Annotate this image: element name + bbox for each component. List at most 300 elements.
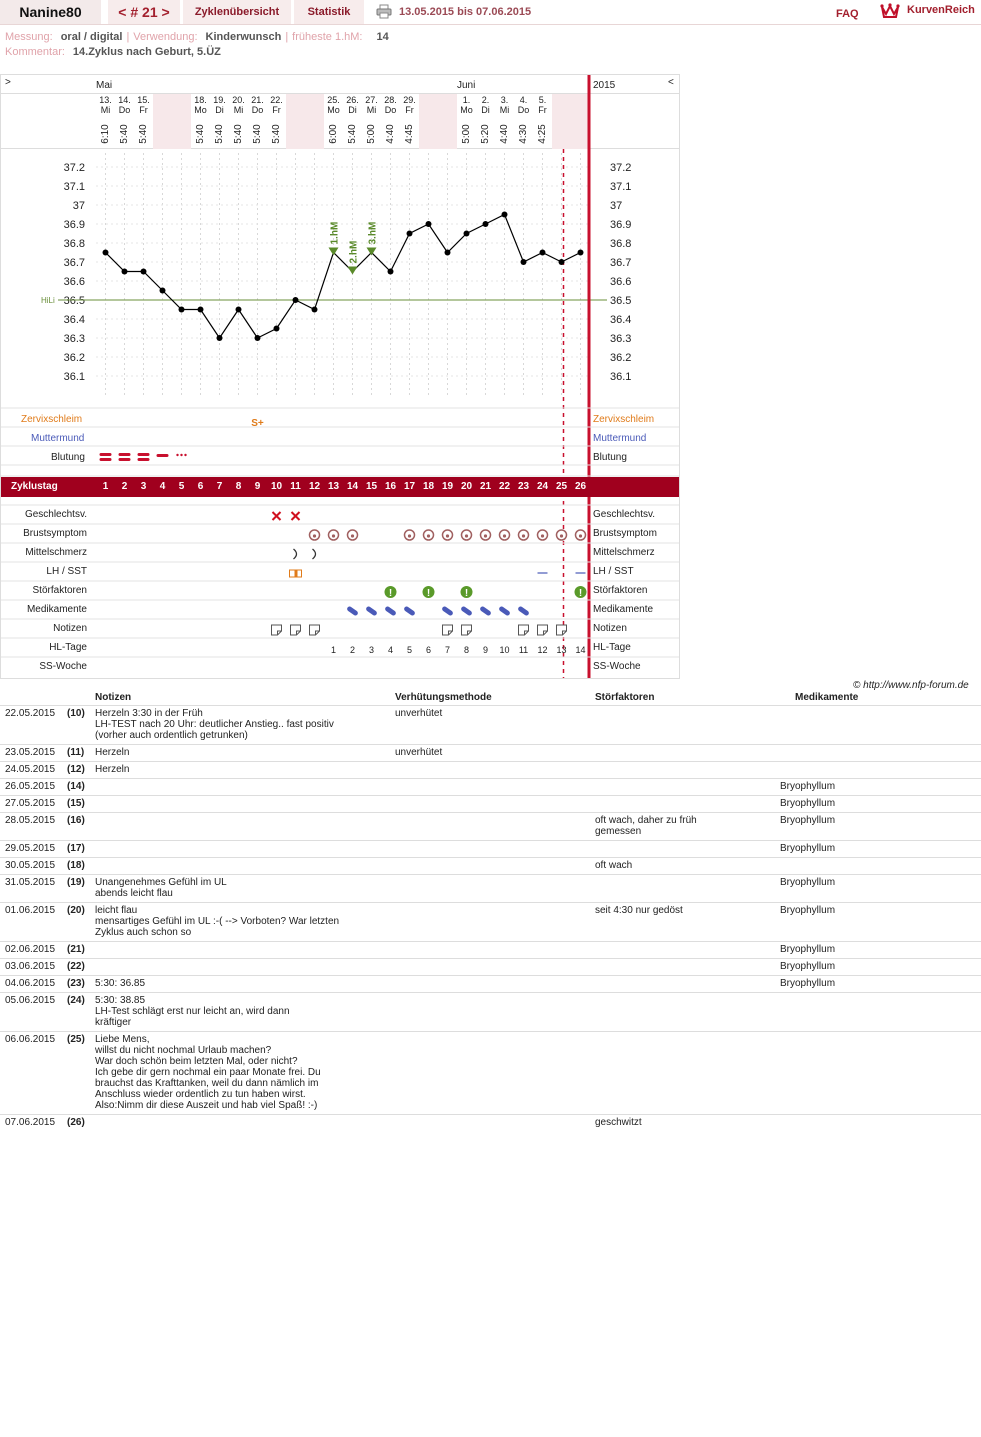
measure-time: 5:40 (137, 124, 149, 144)
cycle-day-label: Zyklustag (11, 481, 58, 492)
notes-cell-meds: Bryophyllum (780, 944, 836, 955)
row-label-lh: LH / SST (46, 566, 87, 577)
notes-cell-meds: Bryophyllum (780, 978, 836, 989)
notes-cell-note: Unangenehmes Gefühl im UL abends leicht flau (95, 877, 227, 899)
temperature-point (426, 221, 432, 227)
measure-time: 5:00 (460, 124, 472, 144)
y-tick-label-right: 36.2 (610, 352, 632, 364)
cycle-day-number[interactable]: 20 (460, 481, 473, 492)
cycle-chart (0, 74, 680, 679)
notes-row (0, 1114, 981, 1132)
notes-header-method: Verhütungsmethode (395, 692, 492, 703)
usage-value: Kinderwunsch (205, 31, 282, 43)
weekend-band (438, 94, 457, 149)
day-date: 1. (462, 95, 471, 105)
cycle-number[interactable]: < # 21 > (118, 4, 170, 20)
notes-cell-note: Herzeln (95, 764, 130, 775)
user-name: Nanine80 (19, 4, 82, 20)
measure-time: 5:40 (118, 124, 130, 144)
row-label-sex-right: Geschlechtsv. (593, 509, 656, 520)
year-label: 2015 (593, 80, 616, 91)
disturbance-icon-mark: ! (388, 588, 393, 599)
note-icon (443, 625, 453, 635)
medication-icon (403, 606, 416, 617)
notes-cell-day: (18) (67, 860, 85, 871)
temperature-point (578, 250, 584, 256)
notes-cell-disturb: oft wach, daher zu früh gemessen (595, 815, 697, 837)
notes-cell-method: unverhütet (395, 708, 443, 719)
meta-separator: | (126, 31, 130, 43)
y-tick-label: 36.1 (63, 371, 85, 383)
breast-symptom-icon (351, 534, 354, 537)
measure-time: 6:00 (327, 124, 339, 144)
cycle-day-number[interactable]: 7 (216, 481, 223, 492)
temperature-point (312, 307, 318, 313)
y-tick-label: 37.2 (63, 162, 85, 174)
day-weekday: Mi (366, 105, 377, 115)
notes-cell-day: (10) (67, 708, 85, 719)
y-tick-label: 36.6 (63, 276, 85, 288)
temperature-point (122, 269, 128, 275)
tab-cycle-overview[interactable] (183, 0, 291, 24)
cycle-nav[interactable] (108, 0, 180, 24)
y-tick-label: 36.5 (63, 295, 85, 307)
cycle-day-number[interactable]: 14 (346, 481, 359, 492)
row-label-sex: Geschlechtsv. (24, 509, 87, 520)
day-date: 21. (251, 95, 264, 105)
notes-row (0, 840, 981, 858)
day-date: 28. (384, 95, 397, 105)
row-label-cervix: Zervixschleim (21, 414, 83, 425)
notes-header-notes: Notizen (95, 692, 132, 703)
notes-cell-date: 03.06.2015 (5, 961, 56, 972)
notes-cell-date: 07.06.2015 (5, 1117, 56, 1128)
cycle-day-bar (1, 477, 679, 497)
day-weekday: Do (517, 105, 530, 115)
hl-day-number: 4 (387, 645, 394, 655)
notes-cell-date: 02.06.2015 (5, 944, 56, 955)
day-date: 27. (365, 95, 378, 105)
row-label-mittelschmerz-right: Mittelschmerz (593, 547, 655, 558)
bleeding-heavy-icon (119, 458, 131, 461)
cycle-day-number[interactable]: 8 (235, 481, 242, 492)
user-tab[interactable] (0, 0, 101, 24)
measure-time: 4:40 (384, 124, 396, 144)
day-weekday: Fr (405, 105, 414, 115)
notes-cell-day: (23) (67, 978, 85, 989)
hl-day-number: 14 (575, 645, 586, 655)
notes-cell-meds: Bryophyllum (780, 815, 836, 826)
cycle-day-number[interactable]: 26 (574, 481, 587, 492)
weekend-band (153, 94, 172, 149)
note-icon (538, 625, 548, 635)
temperature-point (502, 212, 508, 218)
tab-statistics-label: Statistik (307, 6, 351, 18)
cycle-day-number[interactable]: 22 (498, 481, 511, 492)
y-tick-label-right: 37.1 (610, 181, 632, 193)
notes-header-meds: Medikamente (795, 692, 859, 703)
brand-logo[interactable]: KurvenReich (907, 4, 975, 16)
bleeding-heavy-icon (138, 453, 150, 456)
day-weekday: Fr (272, 105, 281, 115)
cycle-day-number[interactable]: 19 (441, 481, 454, 492)
hl-day-number: 1 (330, 645, 337, 655)
breast-symptom-icon (332, 534, 335, 537)
row-label-cervix-position-right: Muttermund (593, 433, 647, 444)
earliest-value: 14 (376, 31, 389, 43)
medication-icon (346, 606, 359, 617)
temperature-point (388, 269, 394, 275)
medication-icon (498, 606, 511, 617)
y-tick-label-right: 36.5 (610, 295, 632, 307)
temperature-point (255, 335, 261, 341)
notes-cell-date: 23.05.2015 (5, 747, 56, 758)
temperature-point (559, 259, 565, 265)
cervix-mark: S+ (251, 418, 264, 429)
notes-cell-day: (17) (67, 843, 85, 854)
hl-day-number: 13 (556, 645, 567, 655)
tab-cycle-overview-label: Zyklenübersicht (194, 6, 280, 18)
notes-cell-date: 04.06.2015 (5, 978, 56, 989)
month-label-may: Mai (96, 80, 113, 91)
note-icon (272, 625, 282, 635)
notes-cell-date: 28.05.2015 (5, 815, 56, 826)
bleeding-heavy-icon (138, 458, 150, 461)
cycle-day-number[interactable]: 24 (536, 481, 549, 492)
day-date: 20. (232, 95, 245, 105)
y-tick-label: 36.3 (63, 333, 85, 345)
medication-icon (365, 606, 378, 617)
day-date: 14. (118, 95, 131, 105)
prev-cycle-arrow[interactable]: > (5, 77, 11, 88)
higher-measure-marker (367, 248, 377, 256)
day-date: 26. (346, 95, 359, 105)
hl-day-number: 12 (537, 645, 548, 655)
breast-symptom-icon (522, 534, 525, 537)
notes-row (0, 1031, 981, 1115)
notes-row (0, 992, 981, 1032)
notes-cell-date: 24.05.2015 (5, 764, 56, 775)
y-tick-label-right: 36.3 (610, 333, 632, 345)
day-weekday: Mo (194, 105, 207, 115)
notes-row (0, 857, 981, 875)
notes-cell-method: unverhütet (395, 747, 443, 758)
row-label-ss: SS-Woche (39, 661, 87, 672)
notes-cell-date: 29.05.2015 (5, 843, 56, 854)
notes-cell-day: (11) (67, 747, 85, 758)
higher-measure-label: 1.hM (329, 221, 341, 245)
breast-symptom-icon (465, 534, 468, 537)
temperature-point (274, 326, 280, 332)
notes-cell-day: (15) (67, 798, 85, 809)
date-range: 13.05.2015 bis 07.06.2015 (399, 6, 532, 18)
cycle-day-number[interactable]: 1 (102, 481, 109, 492)
row-label-breast-right: Brustsymptom (593, 528, 657, 539)
notes-cell-date: 27.05.2015 (5, 798, 56, 809)
y-tick-label: 36.9 (63, 219, 85, 231)
notes-cell-day: (24) (67, 995, 85, 1006)
notes-cell-day: (26) (67, 1117, 85, 1128)
notes-row (0, 812, 981, 841)
note-icon (557, 625, 567, 635)
cycle-day-number[interactable]: 3 (140, 481, 147, 492)
notes-cell-meds: Bryophyllum (780, 781, 836, 792)
day-weekday: Do (118, 105, 131, 115)
next-cycle-arrow[interactable]: < (668, 77, 674, 88)
bleeding-heavy-icon (119, 453, 131, 456)
row-label-disturb: Störfaktoren (32, 585, 87, 596)
temperature-point (141, 269, 147, 275)
cycle-day-number[interactable]: 2 (121, 481, 128, 492)
meta-separator: | (285, 31, 289, 43)
notes-cell-day: (14) (67, 781, 85, 792)
day-weekday: Di (215, 105, 224, 115)
day-weekday: Mo (460, 105, 473, 115)
temperature-point (217, 335, 223, 341)
comment-label: Kommentar: (5, 46, 65, 58)
meta-line (5, 30, 389, 44)
notes-row (0, 795, 981, 813)
bleeding-light-icon (184, 454, 186, 456)
cycle-day-number[interactable]: 11 (290, 481, 301, 492)
cycle-day-number[interactable]: 23 (517, 481, 530, 492)
day-date: 22. (270, 95, 283, 105)
day-weekday: Di (348, 105, 357, 115)
row-label-bleeding: Blutung (51, 452, 85, 463)
notes-row (0, 761, 981, 779)
measure-time: 4:45 (403, 124, 415, 144)
temperature-plot (1, 75, 679, 678)
hl-day-number: 8 (463, 645, 470, 655)
notes-cell-disturb: oft wach (595, 860, 633, 871)
cycle-day-number[interactable]: 17 (403, 481, 416, 492)
y-tick-label: 37 (72, 200, 85, 212)
y-tick-label-right: 37 (610, 200, 623, 212)
medication-icon (384, 606, 397, 617)
day-weekday: Fr (538, 105, 547, 115)
notes-cell-meds: Bryophyllum (780, 877, 836, 888)
day-date: 5. (538, 95, 547, 105)
y-tick-label-right: 36.7 (610, 257, 632, 269)
higher-measure-label: 3.hM (367, 221, 379, 245)
day-weekday: Do (251, 105, 264, 115)
disturbance-icon-mark: ! (578, 588, 583, 599)
day-date: 13. (99, 95, 112, 105)
notes-cell-date: 06.06.2015 (5, 1034, 56, 1045)
cycle-day-number[interactable]: 13 (327, 481, 340, 492)
medication-icon (460, 606, 473, 617)
bleeding-medium-icon (157, 454, 169, 457)
breast-symptom-icon (579, 534, 582, 537)
bleeding-heavy-icon (100, 458, 112, 461)
hl-day-number: 11 (518, 645, 529, 655)
y-tick-label-right: 37.2 (610, 162, 632, 174)
medication-icon (479, 606, 492, 617)
weekend-band (305, 94, 324, 149)
day-date: 19. (213, 95, 226, 105)
note-icon (462, 625, 472, 635)
crown-icon (880, 2, 900, 20)
notes-cell-day: (21) (67, 944, 85, 955)
notes-cell-meds: Bryophyllum (780, 905, 836, 916)
notes-cell-day: (19) (67, 877, 85, 888)
row-label-hl-right: HL-Tage (593, 642, 631, 653)
notes-cell-note: Herzeln (95, 747, 130, 758)
usage-label: Verwendung: (133, 31, 198, 43)
medication-icon (517, 606, 530, 617)
intercourse-icon (292, 512, 300, 520)
notes-cell-note: Liebe Mens, willst du nicht nochmal Urlaub machen? War doch schön beim letzten Mal, oder nicht? Ich gebe dir gern nochmal ein paar Monate frei. Du brauchst das Krafttanken, weil du dann nämlich im Anschluss wieder ordentlich zu tun haben wirst. Also:Nimm dir diese Auszeit und hab viel Spaß! :-) (95, 1034, 321, 1111)
bleeding-heavy-icon (100, 453, 112, 456)
bleeding-light-icon (176, 454, 178, 456)
breast-symptom-icon (313, 534, 316, 537)
notes-cell-day: (16) (67, 815, 85, 826)
measure-time: 5:40 (232, 124, 244, 144)
row-label-hl: HL-Tage (49, 642, 87, 653)
comment-value: 14.Zyklus nach Geburt, 5.ÜZ (72, 46, 221, 58)
breast-symptom-icon (541, 534, 544, 537)
cycle-day-number[interactable]: 4 (159, 481, 166, 492)
coverline-label: HiLi (41, 296, 55, 305)
notes-cell-day: (22) (67, 961, 85, 972)
y-tick-label-right: 36.1 (610, 371, 632, 383)
y-tick-label: 37.1 (63, 181, 85, 193)
cycle-day-number[interactable]: 6 (197, 481, 204, 492)
y-tick-label: 36.2 (63, 352, 85, 364)
comment-line (5, 45, 221, 59)
day-date: 18. (194, 95, 207, 105)
breast-symptom-icon (408, 534, 411, 537)
tab-statistics[interactable] (294, 0, 364, 24)
row-label-meds-right: Medikamente (593, 604, 654, 615)
notes-cell-note: 5:30: 36.85 (95, 978, 146, 989)
medication-icon (441, 606, 454, 617)
hl-day-number: 2 (349, 645, 356, 655)
weekend-band (286, 94, 305, 149)
breast-symptom-icon (560, 534, 563, 537)
weekend-band (419, 94, 438, 149)
notes-cell-day: (20) (67, 905, 85, 916)
notes-cell-day: (12) (67, 764, 85, 775)
earliest-label: früheste 1.hM: (292, 31, 363, 43)
breast-symptom-icon (427, 534, 430, 537)
temperature-point (464, 231, 470, 237)
y-tick-label-right: 36.4 (610, 314, 632, 326)
temperature-point (179, 307, 185, 313)
cycle-day-number[interactable]: 15 (365, 481, 378, 492)
cycle-day-number[interactable]: 9 (254, 481, 261, 492)
measure-time: 5:40 (270, 124, 282, 144)
notes-row (0, 778, 981, 796)
intercourse-icon (273, 512, 281, 520)
row-label-lh-right: LH / SST (593, 566, 634, 577)
notes-cell-date: 05.06.2015 (5, 995, 56, 1006)
measure-time: 4:40 (498, 124, 510, 144)
day-date: 4. (519, 95, 528, 105)
note-icon (310, 625, 320, 635)
measurement-value: oral / digital (60, 31, 123, 43)
notes-row (0, 902, 981, 942)
weekend-band (571, 94, 590, 149)
mittelschmerz-icon (294, 549, 297, 559)
temperature-point (445, 250, 451, 256)
temperature-point (540, 250, 546, 256)
cycle-day-number[interactable]: 18 (422, 481, 435, 492)
hl-day-number: 9 (482, 645, 489, 655)
weekend-band (172, 94, 191, 149)
row-label-mittelschmerz: Mittelschmerz (25, 547, 87, 558)
hl-day-number: 10 (499, 645, 510, 655)
notes-cell-meds: Bryophyllum (780, 843, 836, 854)
row-label-notes: Notizen (53, 623, 87, 634)
notes-cell-meds: Bryophyllum (780, 798, 836, 809)
weekend-band (552, 94, 571, 149)
day-date: 29. (403, 95, 416, 105)
row-label-breast: Brustsymptom (23, 528, 87, 539)
day-weekday: Do (384, 105, 397, 115)
notes-cell-note: 5:30: 38.85 LH-Test schlägt erst nur leicht an, wird dann kräftiger (95, 995, 290, 1028)
breast-symptom-icon (446, 534, 449, 537)
temperature-point (103, 250, 109, 256)
day-weekday: Mi (233, 105, 244, 115)
notes-cell-meds: Bryophyllum (780, 961, 836, 972)
temperature-point (407, 231, 413, 237)
notes-cell-date: 31.05.2015 (5, 877, 56, 888)
notes-cell-date: 30.05.2015 (5, 860, 56, 871)
row-label-cervix-right: Zervixschleim (593, 414, 655, 425)
y-tick-label-right: 36.6 (610, 276, 632, 288)
day-weekday: Di (481, 105, 490, 115)
print-icon[interactable] (376, 4, 392, 19)
cycle-day-number[interactable]: 21 (479, 481, 492, 492)
temperature-point (293, 297, 299, 303)
notes-header-disturb: Störfaktoren (595, 692, 655, 703)
measure-time: 5:20 (479, 124, 491, 144)
bleeding-light-icon (180, 454, 182, 456)
row-label-bleeding-right: Blutung (593, 452, 627, 463)
notes-cell-day: (25) (67, 1034, 85, 1045)
temperature-point (521, 259, 527, 265)
copyright: © http://www.nfp-forum.de (853, 680, 969, 691)
faq-link[interactable]: FAQ (836, 8, 859, 20)
notes-row (0, 705, 981, 745)
hl-day-number: 6 (425, 645, 432, 655)
notes-row (0, 744, 981, 762)
notes-cell-date: 22.05.2015 (5, 708, 56, 719)
notes-cell-disturb: seit 4:30 nur gedöst (595, 905, 683, 916)
note-icon (291, 625, 301, 635)
notes-row (0, 874, 981, 903)
temperature-point (160, 288, 166, 294)
notes-cell-note: Herzeln 3:30 in der Früh LH-TEST nach 20 Uhr: deutlicher Anstieg.. fast positiv (vorher auch ordentlich getrunken) (95, 708, 334, 741)
cycle-day-number[interactable]: 25 (555, 481, 568, 492)
cycle-day-number[interactable]: 10 (270, 481, 283, 492)
notes-cell-date: 01.06.2015 (5, 905, 56, 916)
higher-measure-marker (329, 248, 339, 256)
measure-time: 5:40 (194, 124, 206, 144)
cycle-day-number[interactable]: 5 (178, 481, 185, 492)
y-tick-label-right: 36.9 (610, 219, 632, 231)
notes-row (0, 941, 981, 959)
y-tick-label: 36.4 (63, 314, 85, 326)
notes-row (0, 975, 981, 993)
notes-cell-date: 26.05.2015 (5, 781, 56, 792)
measure-time: 4:30 (517, 124, 529, 144)
measure-time: 5:40 (346, 124, 358, 144)
cycle-day-number[interactable]: 12 (308, 481, 321, 492)
y-tick-label: 36.8 (63, 238, 85, 250)
cycle-day-number[interactable]: 16 (384, 481, 397, 492)
